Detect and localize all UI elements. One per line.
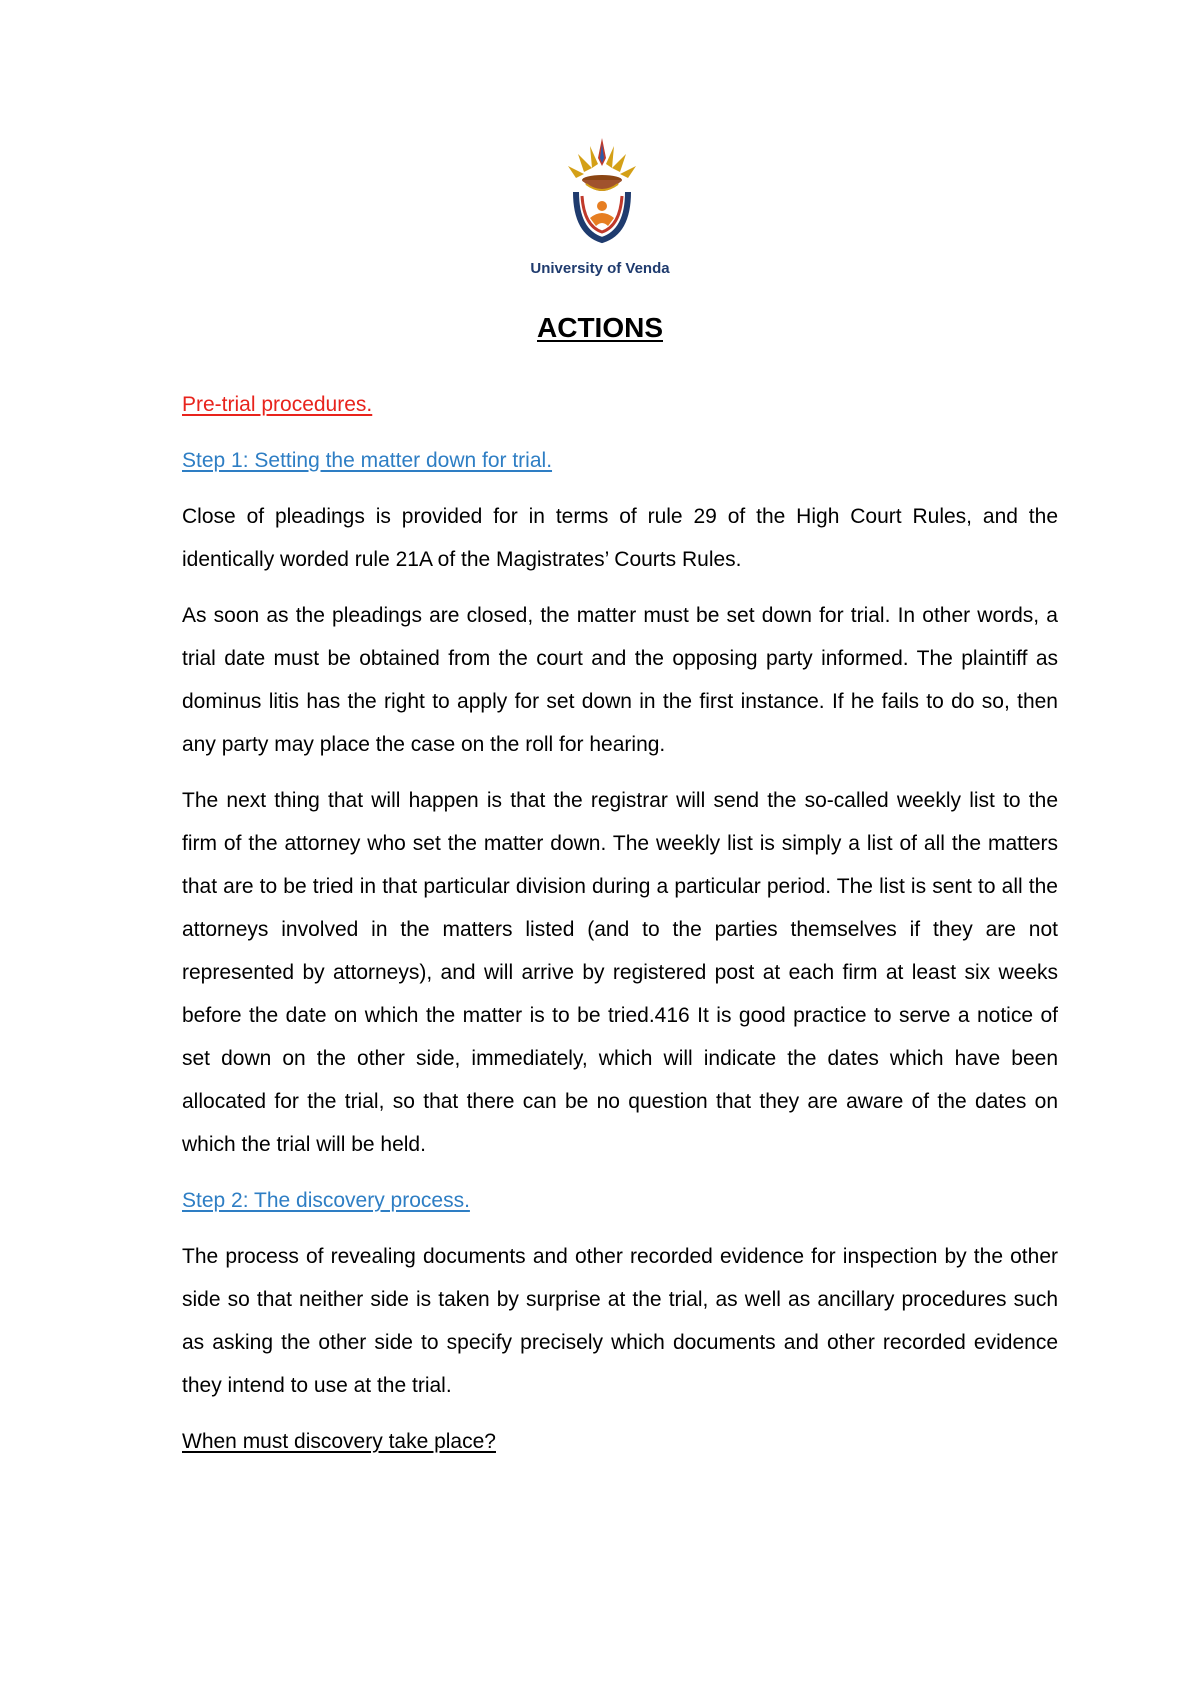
paragraph-close-of-pleadings: Close of pleadings is provided for in terms of rule 29 of the High Court Rules, and the identically worded rule 21A of the Magistrates’ Courts Rules. [182,505,1058,571]
page-title: ACTIONS [537,312,663,343]
university-logo [525,136,675,286]
paragraph-set-down: As soon as the pleadings are closed, the matter must be set down for trial. In other words, a trial date must be obtained from the court and the opposing party informed. The plaintiff as dominus litis has the right to apply for set down in the first instance. If he fails to do so, then any party may place the case on the roll for hearing. [182,604,1058,756]
crest-icon [562,136,642,246]
heading-when-discovery: When must discovery take place? [182,1430,496,1453]
heading-pre-trial: Pre-trial procedures. [182,393,373,416]
heading-step-1: Step 1: Setting the matter down for trial. [182,449,553,472]
heading-step-2: Step 2: The discovery process. [182,1189,470,1212]
document-body [182,383,1058,1476]
paragraph-discovery: The process of revealing documents and other recorded evidence for inspection by the other side so that neither side is taken by surprise at the trial, as well as ancillary procedures such as asking the other side to specify precisely which documents and other recorded evidence they intend to use at the trial. [182,1245,1058,1397]
paragraph-weekly-list: The next thing that will happen is that the registrar will send the so-called weekly list to the firm of the attorney who set the matter down. The weekly list is simply a list of all the matters that are to be tried in that particular division during a particular period. The list is sent to all the attorneys involved in the matters listed (and to the parties themselves if they are not represented by attorneys), and will arrive by registered post at each firm at least six weeks before the date on which the matter is to be tried.416 It is good practice to serve a notice of set down on the other side, immediately, which will indicate the dates which have been allocated for the trial, so that there can be no question that they are aware of the dates on which the trial will be held. [182,789,1058,1156]
logo-wordmark: University of Venda [530,260,670,277]
